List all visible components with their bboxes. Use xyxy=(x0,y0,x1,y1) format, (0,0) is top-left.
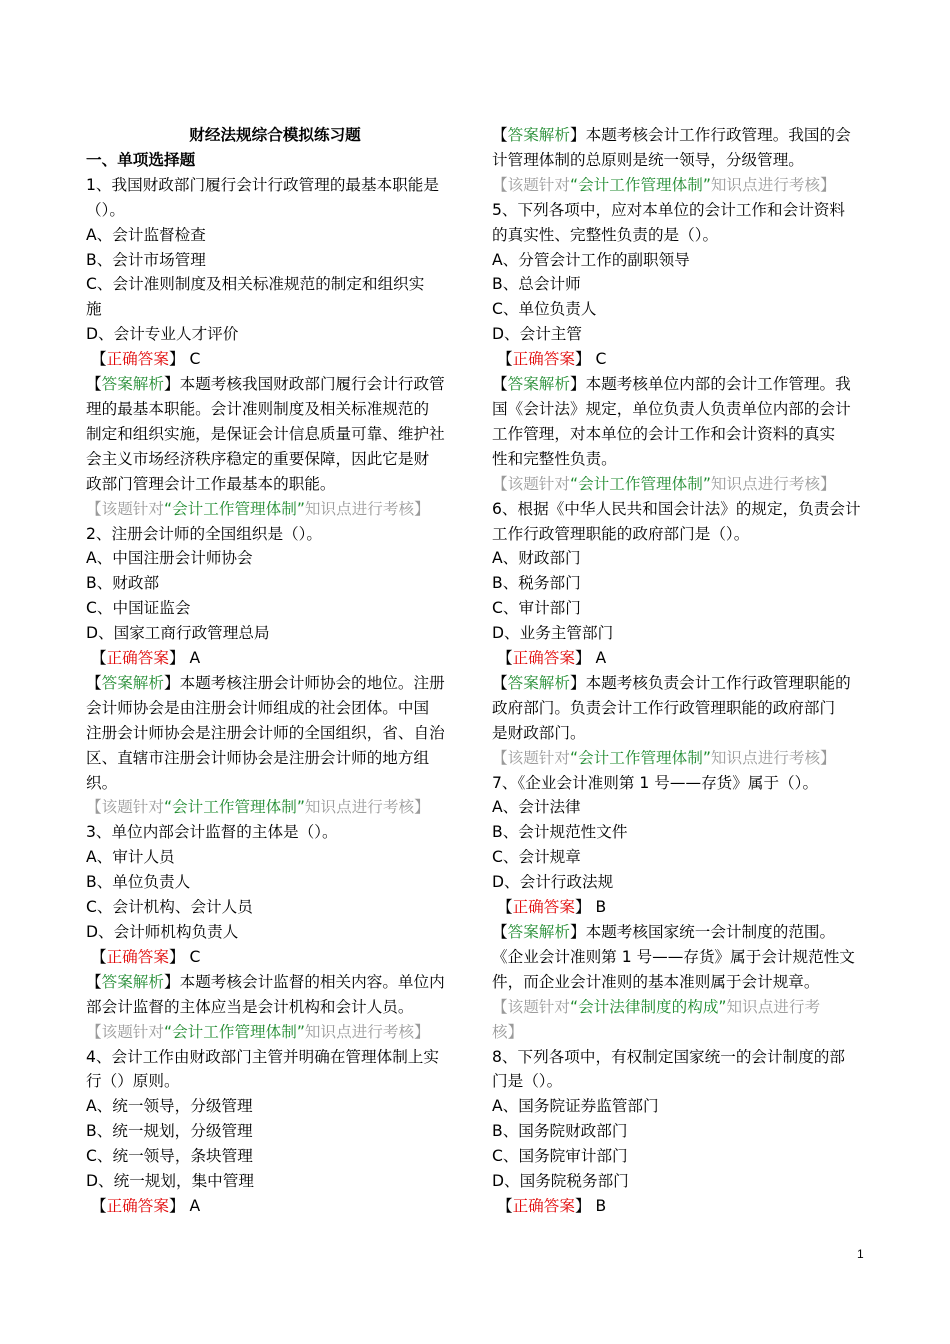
question-7-analysis-cont: 《企业会计准则第 1 号——存货》属于会计规范性文 xyxy=(492,947,855,966)
question-2-option-d: D、国家工商行政管理总局 xyxy=(86,624,270,643)
question-5-answer: 【正确答案】 C xyxy=(496,350,607,369)
question-6-option-b: B、税务部门 xyxy=(492,574,581,593)
question-8-option-d: D、国务院税务部门 xyxy=(492,1172,629,1191)
question-3-option-a: A、审计人员 xyxy=(86,848,175,867)
question-3-analysis-cont: 部会计监督的主体应当是会计机构和会计人员。 xyxy=(86,997,414,1016)
question-3-option-c: C、会计机构、会计人员 xyxy=(86,898,253,917)
question-6-analysis-cont: 政府部门。负责会计工作行政管理职能的政府部门 xyxy=(492,698,836,717)
question-3-answer: 【正确答案】 C xyxy=(90,947,201,966)
question-1-analysis-cont: 制定和组织实施，是保证会计信息质量可靠、维护社 xyxy=(86,424,445,443)
question-2-answer: 【正确答案】 A xyxy=(90,649,201,668)
question-4-stem-cont: 行（）原则。 xyxy=(86,1072,180,1091)
question-4-analysis: 【答案解析】本题考核会计工作行政管理。我国的会 xyxy=(492,126,851,144)
question-6-answer: 【正确答案】 A xyxy=(496,649,607,668)
question-1-stem: 1、我国财政部门履行会计行政管理的最基本职能是 xyxy=(86,175,439,194)
document-title: 财经法规综合模拟练习题 xyxy=(189,126,361,144)
question-2-stem: 2、注册会计师的全国组织是（）。 xyxy=(86,524,323,543)
question-5-stem-cont: 的真实性、完整性负责的是（）。 xyxy=(492,225,719,244)
question-1-knowledge-point: 【该题针对“会计工作管理体制”知识点进行考核】 xyxy=(86,499,430,518)
question-2-analysis: 【答案解析】本题考核注册会计师协会的地位。注册 xyxy=(86,673,445,692)
question-6-option-c: C、审计部门 xyxy=(492,599,581,618)
question-7-answer: 【正确答案】 B xyxy=(496,898,607,917)
question-6-stem-cont: 工作行政管理职能的政府部门是（）。 xyxy=(492,524,750,543)
question-1-option-d: D、会计专业人才评价 xyxy=(86,325,239,344)
question-7-option-c: C、会计规章 xyxy=(492,848,581,867)
page-number: 1 xyxy=(857,1247,864,1261)
question-8-option-a: A、国务院证券监管部门 xyxy=(492,1097,659,1116)
question-8-option-b: B、国务院财政部门 xyxy=(492,1122,628,1141)
question-6-analysis: 【答案解析】本题考核负责会计工作行政管理职能的 xyxy=(492,673,851,692)
question-5-analysis-cont: 国《会计法》规定，单位负责人负责单位内部的会计 xyxy=(492,399,851,418)
question-7-stem: 7、《企业会计准则第 1 号——存货》属于（）。 xyxy=(492,773,819,792)
question-5-knowledge-point: 【该题针对“会计工作管理体制”知识点进行考核】 xyxy=(492,474,836,493)
question-7-analysis-cont: 件，而企业会计准则的基本准则属于会计规章。 xyxy=(492,972,820,991)
question-6-stem: 6、根据《中华人民共和国会计法》的规定，负责会计 xyxy=(492,499,861,518)
question-1-option-c-cont: 施 xyxy=(86,300,102,319)
question-4-option-d: D、统一规划，集中管理 xyxy=(86,1172,254,1191)
question-2-option-b: B、财政部 xyxy=(86,574,160,593)
question-7-option-b: B、会计规范性文件 xyxy=(492,823,628,842)
question-2-option-a: A、中国注册会计师协会 xyxy=(86,549,253,568)
section-heading: 一、单项选择题 xyxy=(86,150,196,169)
question-2-analysis-cont: 会计师协会是由注册会计师组成的社会团体。中国 xyxy=(86,698,430,717)
right-column xyxy=(492,123,870,1219)
question-3-stem: 3、单位内部会计监督的主体是（）。 xyxy=(86,823,338,842)
question-6-knowledge-point: 【该题针对“会计工作管理体制”知识点进行考核】 xyxy=(492,748,836,767)
question-5-analysis-cont: 工作管理，对本单位的会计工作和会计资料的真实 xyxy=(492,424,836,443)
question-1-analysis-cont: 政部门管理会计工作最基本的职能。 xyxy=(86,474,336,493)
question-7-knowledge-point-cont: 核】 xyxy=(492,1022,524,1041)
question-5-analysis: 【答案解析】本题考核单位内部的会计工作管理。我 xyxy=(492,375,851,394)
question-1-analysis-cont: 会主义市场经济秩序稳定的重要保障，因此它是财 xyxy=(86,449,430,468)
question-5-option-d: D、会计主管 xyxy=(492,325,582,344)
left-column xyxy=(86,123,464,1219)
question-5-analysis-cont: 性和完整性负责。 xyxy=(492,449,617,468)
question-7-knowledge-point: 【该题针对“会计法律制度的构成”知识点进行考 xyxy=(492,997,821,1016)
question-2-option-c: C、中国证监会 xyxy=(86,599,191,618)
question-4-stem: 4、会计工作由财政部门主管并明确在管理体制上实 xyxy=(86,1047,439,1066)
question-6-analysis-cont: 是财政部门。 xyxy=(492,723,586,742)
question-5-option-a: A、分管会计工作的副职领导 xyxy=(492,250,690,269)
question-4-option-b: B、统一规划，分级管理 xyxy=(86,1122,253,1141)
question-1-analysis: 【答案解析】本题考核我国财政部门履行会计行政管 xyxy=(86,375,445,394)
question-6-option-a: A、财政部门 xyxy=(492,549,581,568)
question-4-option-c: C、统一领导，条块管理 xyxy=(86,1147,253,1166)
question-4-answer: 【正确答案】 A xyxy=(90,1196,201,1215)
question-2-analysis-cont: 织。 xyxy=(86,773,118,792)
question-1-analysis-cont: 理的最基本职能。会计准则制度及相关标准规范的 xyxy=(86,399,430,418)
question-1-stem-cont: （）。 xyxy=(86,200,125,219)
question-7-option-a: A、会计法律 xyxy=(492,798,581,817)
question-6-option-d: D、业务主管部门 xyxy=(492,624,614,643)
question-1-option-b: B、会计市场管理 xyxy=(86,250,206,269)
question-4-analysis-cont: 计管理体制的总原则是统一领导，分级管理。 xyxy=(492,150,804,169)
question-5-option-b: B、总会计师 xyxy=(492,275,581,294)
question-8-stem-cont: 门是（）。 xyxy=(492,1072,563,1091)
question-3-analysis: 【答案解析】本题考核会计监督的相关内容。单位内 xyxy=(86,972,445,991)
question-1-option-c: C、会计准则制度及相关标准规范的制定和组织实 xyxy=(86,275,425,294)
question-3-option-d: D、会计师机构负责人 xyxy=(86,923,239,941)
question-4-knowledge-point: 【该题针对“会计工作管理体制”知识点进行考核】 xyxy=(492,175,836,194)
question-7-option-d: D、会计行政法规 xyxy=(492,873,614,892)
question-7-analysis: 【答案解析】本题考核国家统一会计制度的范围。 xyxy=(492,923,836,941)
question-8-answer: 【正确答案】 B xyxy=(496,1196,607,1215)
question-4-option-a: A、统一领导，分级管理 xyxy=(86,1097,253,1116)
question-2-knowledge-point: 【该题针对“会计工作管理体制”知识点进行考核】 xyxy=(86,798,430,817)
question-3-knowledge-point: 【该题针对“会计工作管理体制”知识点进行考核】 xyxy=(86,1022,430,1041)
question-3-option-b: B、单位负责人 xyxy=(86,873,191,892)
question-8-option-c: C、国务院审计部门 xyxy=(492,1147,628,1166)
question-1-option-a: A、会计监督检查 xyxy=(86,225,206,244)
question-2-analysis-cont: 区、直辖市注册会计师协会是注册会计师的地方组 xyxy=(86,748,430,767)
question-5-stem: 5、下列各项中，应对本单位的会计工作和会计资料 xyxy=(492,200,845,219)
question-2-analysis-cont: 注册会计师协会是注册会计师的全国组织，省、自治 xyxy=(86,723,445,742)
question-8-stem: 8、下列各项中，有权制定国家统一的会计制度的部 xyxy=(492,1047,845,1066)
question-1-answer: 【正确答案】 C xyxy=(90,350,201,369)
question-5-option-c: C、单位负责人 xyxy=(492,300,597,319)
